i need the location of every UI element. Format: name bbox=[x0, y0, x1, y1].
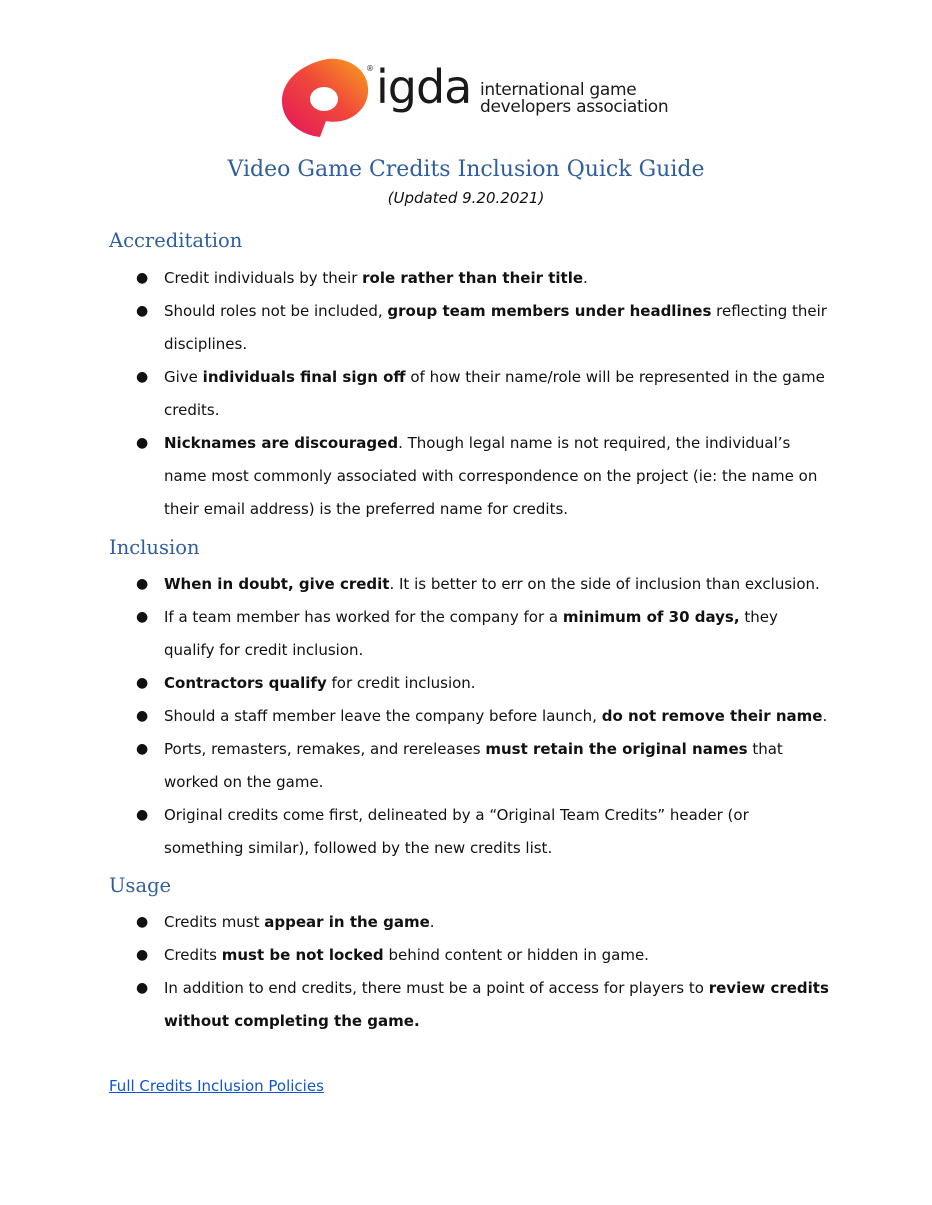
igda-logo-mark-icon bbox=[280, 57, 376, 139]
bullet-icon: ● bbox=[136, 708, 149, 724]
bullet-icon: ● bbox=[136, 807, 149, 823]
bullet-icon: ● bbox=[136, 609, 149, 625]
full-policies-link[interactable]: Full Credits Inclusion Policies bbox=[109, 1077, 324, 1095]
list-item: ● Ports, remasters, remakes, and rereleases must retain the original names that worked on the game. bbox=[0, 733, 932, 799]
list-item: ● Credits must be not locked behind content or hidden in game. bbox=[0, 939, 932, 972]
bullet-icon: ● bbox=[136, 576, 149, 592]
heading-usage: Usage bbox=[109, 874, 172, 897]
bullet-icon: ● bbox=[136, 675, 149, 691]
list-item: ● In addition to end credits, there must be a point of access for players to review credits without completing the game. bbox=[0, 972, 932, 1038]
bullet-icon: ● bbox=[136, 303, 149, 319]
bullet-icon: ● bbox=[136, 914, 149, 930]
registered-mark: ® bbox=[366, 64, 374, 73]
list-item: ● Credit individuals by their role rather than their title. bbox=[0, 262, 932, 295]
bullet-icon: ● bbox=[136, 435, 149, 451]
accreditation-list bbox=[0, 262, 932, 526]
document-title: Video Game Credits Inclusion Quick Guide bbox=[227, 157, 705, 182]
bullet-icon: ● bbox=[136, 270, 149, 286]
logo-tagline-line2: developers association bbox=[480, 97, 669, 117]
bullet-icon: ● bbox=[136, 369, 149, 385]
usage-list bbox=[0, 906, 932, 1038]
bullet-icon: ● bbox=[136, 980, 149, 996]
logo-tagline-line1: international game bbox=[480, 80, 637, 100]
logo-wordmark: igda bbox=[376, 60, 472, 114]
list-item: ● When in doubt, give credit. It is better to err on the side of inclusion than exclusion. bbox=[0, 568, 932, 601]
bullet-icon: ● bbox=[136, 741, 149, 757]
heading-inclusion: Inclusion bbox=[109, 536, 200, 559]
heading-accreditation: Accreditation bbox=[109, 229, 243, 252]
list-item: ● Should roles not be included, group team members under headlines reflecting their disciplines. bbox=[0, 295, 932, 361]
list-item: ● Should a staff member leave the company before launch, do not remove their name. bbox=[0, 700, 932, 733]
list-item: ● If a team member has worked for the company for a minimum of 30 days, they qualify for credit inclusion. bbox=[0, 601, 932, 667]
document-subtitle: (Updated 9.20.2021) bbox=[387, 189, 545, 207]
igda-logo bbox=[280, 57, 670, 139]
list-item: ● Nicknames are discouraged. Though legal name is not required, the individual’s name most commonly associated with correspondence on the project (ie: the name on their email address) is the preferred name for credits. bbox=[0, 427, 932, 526]
list-item: ● Credits must appear in the game. bbox=[0, 906, 932, 939]
bullet-icon: ● bbox=[136, 947, 149, 963]
list-item: ● Give individuals final sign off of how their name/role will be represented in the game credits. bbox=[0, 361, 932, 427]
list-item: ● Original credits come first, delineated by a “Original Team Credits” header (or something similar), followed by the new credits list. bbox=[0, 799, 932, 865]
inclusion-list bbox=[0, 568, 932, 865]
list-item: ● Contractors qualify for credit inclusion. bbox=[0, 667, 932, 700]
